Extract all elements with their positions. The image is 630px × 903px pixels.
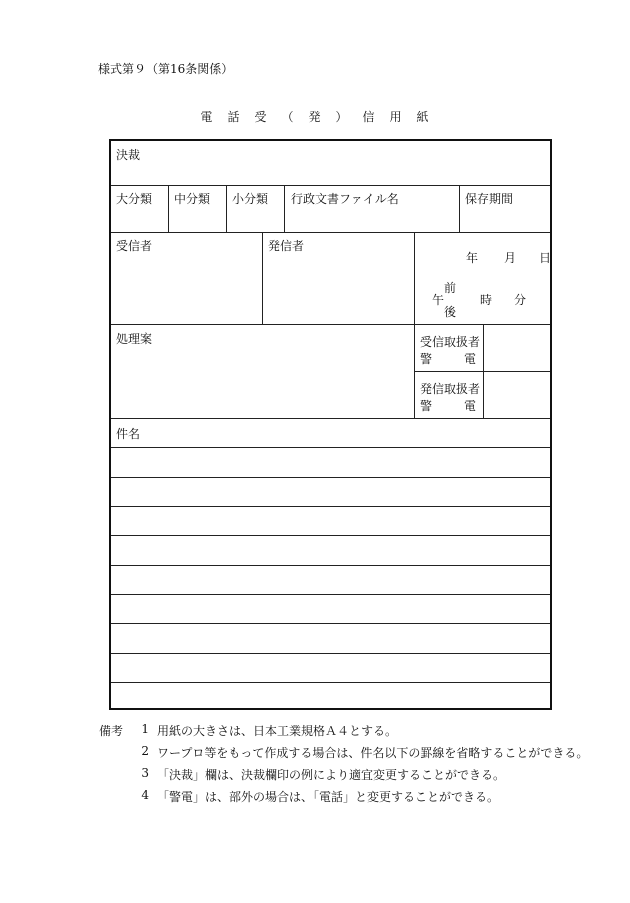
note-number: 4 bbox=[141, 788, 149, 802]
am-label: 前 bbox=[444, 281, 457, 295]
title-char: 信 bbox=[362, 110, 376, 124]
recv-handler-label: 受信取扱者 bbox=[420, 335, 481, 349]
major-category-label: 大分類 bbox=[116, 192, 153, 206]
rule bbox=[111, 594, 550, 595]
note-number: 2 bbox=[141, 744, 149, 758]
send-handler-label: 発信取扱者 bbox=[420, 382, 481, 396]
year-label: 年 bbox=[466, 251, 479, 265]
title-char: 話 bbox=[227, 110, 241, 124]
note-text: 「警電」は、部外の場合は、「電話」と変更することができる。 bbox=[157, 790, 500, 804]
title-char: 発 bbox=[308, 110, 322, 124]
month-label: 月 bbox=[504, 251, 517, 265]
rule bbox=[111, 682, 550, 683]
rule bbox=[284, 185, 285, 232]
rule bbox=[483, 324, 484, 418]
sender-label: 発信者 bbox=[268, 239, 305, 253]
rule bbox=[262, 232, 263, 324]
title-char: 受 bbox=[254, 110, 268, 124]
rule bbox=[414, 232, 415, 418]
rule bbox=[111, 324, 550, 325]
noon-label: 午 bbox=[432, 293, 445, 307]
notes-prefix: 備考 bbox=[99, 724, 124, 738]
send-kei-label: 警 bbox=[420, 399, 433, 413]
rule bbox=[111, 477, 550, 478]
form-number-label: 様式第９（第16条関係） bbox=[98, 62, 234, 76]
note-number: 1 bbox=[141, 722, 149, 736]
page-title bbox=[0, 108, 630, 125]
rule bbox=[111, 623, 550, 624]
pm-label: 後 bbox=[444, 305, 457, 319]
rule bbox=[111, 232, 550, 233]
retention-period-label: 保存期間 bbox=[465, 192, 514, 206]
send-den-label: 電 bbox=[464, 399, 477, 413]
recv-kei-label: 警 bbox=[420, 352, 433, 366]
rule bbox=[111, 418, 550, 419]
rule bbox=[111, 185, 550, 186]
rule bbox=[414, 371, 550, 372]
rule bbox=[111, 447, 550, 448]
rule bbox=[111, 565, 550, 566]
rule bbox=[111, 535, 550, 536]
title-char: ） bbox=[335, 110, 349, 124]
receiver-label: 受信者 bbox=[116, 239, 153, 253]
minor-category-label: 小分類 bbox=[232, 192, 269, 206]
telephone-form-table bbox=[109, 139, 552, 710]
rule bbox=[168, 185, 169, 232]
title-char: 用 bbox=[389, 110, 403, 124]
note-text: 「決裁」欄は、決裁欄印の例により適宜変更することができる。 bbox=[157, 768, 506, 782]
title-char: 電 bbox=[200, 110, 214, 124]
note-number: 3 bbox=[141, 766, 149, 780]
rule bbox=[111, 653, 550, 654]
recv-den-label: 電 bbox=[464, 352, 477, 366]
minute-label: 分 bbox=[514, 293, 527, 307]
rule bbox=[111, 506, 550, 507]
note-text: ワープロ等をもって作成する場合は、件名以下の罫線を省略することができる。 bbox=[157, 746, 589, 760]
rule bbox=[459, 185, 460, 232]
note-text: 用紙の大きさは、日本工業規格Ａ４とする。 bbox=[157, 724, 398, 738]
middle-category-label: 中分類 bbox=[174, 192, 211, 206]
file-name-label: 行政文書ファイル名 bbox=[291, 192, 399, 206]
day-label: 日 bbox=[539, 251, 552, 265]
rule bbox=[226, 185, 227, 232]
title-char: 紙 bbox=[416, 110, 430, 124]
decision-label: 決裁 bbox=[116, 148, 141, 162]
title-char: （ bbox=[281, 110, 295, 124]
hour-label: 時 bbox=[480, 293, 493, 307]
subject-label: 件名 bbox=[116, 427, 141, 441]
proposal-label: 処理案 bbox=[116, 332, 153, 346]
